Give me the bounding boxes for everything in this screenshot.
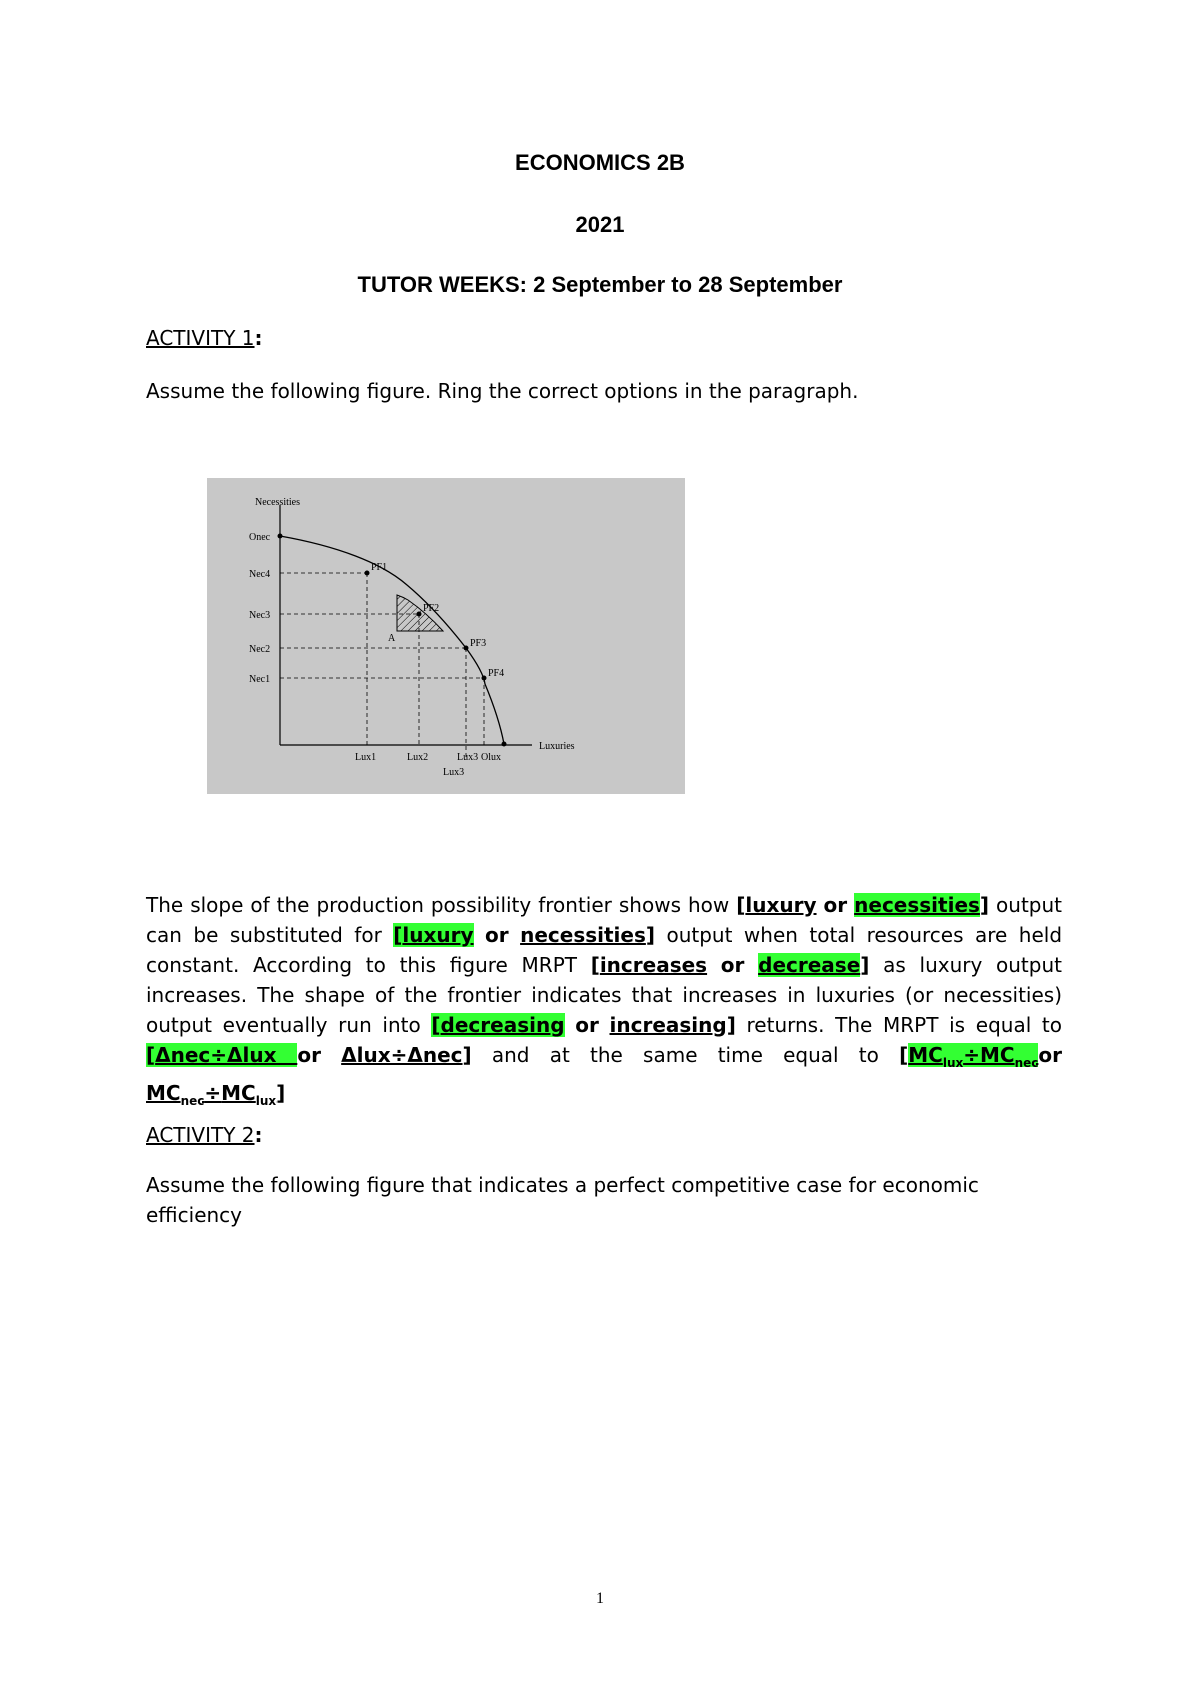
point-onec bbox=[278, 534, 283, 539]
bracket-open-5: [ bbox=[146, 1043, 156, 1067]
point-pf1 bbox=[365, 571, 370, 576]
or-2: or bbox=[485, 923, 509, 947]
or-1: or bbox=[823, 893, 848, 917]
point-pf4 bbox=[482, 676, 487, 681]
div-1: ÷ bbox=[963, 1043, 980, 1067]
activity1-heading bbox=[146, 326, 263, 350]
year-title: 2021 bbox=[575, 212, 625, 237]
div-2: ÷ bbox=[204, 1081, 222, 1105]
label-pf2: PF2 bbox=[423, 603, 440, 614]
sub-lux-1: lux bbox=[942, 1056, 964, 1070]
bracket-open-6: [ bbox=[899, 1043, 909, 1067]
bracket-close-1: ] bbox=[979, 893, 990, 917]
label-nec1: Nec1 bbox=[249, 674, 271, 685]
bracket-close-3: ] bbox=[860, 953, 870, 977]
para-text-4: as luxury output increases. The shape of the frontier indicates that increases in luxuries (or necessities) output eventually run into bbox=[146, 953, 1062, 1037]
ppf-figure bbox=[207, 478, 685, 794]
label-onec: Onec bbox=[249, 532, 271, 543]
activity1-instruction: Assume the following figure. Ring the correct options in the paragraph. bbox=[146, 379, 859, 403]
sub-lux-2: lux bbox=[255, 1094, 277, 1108]
tutor-weeks-title: TUTOR WEEKS: 2 September to 28 September bbox=[357, 272, 843, 297]
option-increases[interactable]: increases bbox=[599, 953, 708, 977]
activity2-heading bbox=[146, 1123, 263, 1147]
or-6: or bbox=[1038, 1043, 1062, 1067]
course-title: ECONOMICS 2B bbox=[515, 150, 685, 175]
label-olux: Olux bbox=[481, 752, 501, 763]
activity2-colon: : bbox=[254, 1123, 263, 1147]
bracket-open-1: [ bbox=[736, 893, 746, 917]
option-necessities-2[interactable]: necessities bbox=[520, 923, 646, 947]
option-increasing[interactable]: increasing bbox=[609, 1013, 727, 1037]
activity1-heading-text: ACTIVITY 1 bbox=[146, 326, 255, 350]
or-4: or bbox=[575, 1013, 599, 1037]
option-necessities-1[interactable]: necessities bbox=[854, 893, 980, 917]
label-a: A bbox=[388, 633, 396, 644]
option-luxury-1[interactable]: luxury bbox=[745, 893, 817, 917]
ppf-chart bbox=[207, 478, 685, 794]
label-nec3: Nec3 bbox=[249, 610, 271, 621]
para-text-6: and at the same time equal to bbox=[471, 1043, 900, 1067]
bracket-close-6: ] bbox=[276, 1081, 286, 1105]
or-3: or bbox=[720, 953, 745, 977]
mc-3: MC bbox=[146, 1081, 181, 1105]
label-pf1: PF1 bbox=[371, 562, 388, 573]
point-pf3 bbox=[464, 646, 469, 651]
bracket-open-4: [ bbox=[431, 1013, 441, 1037]
label-lux3-below: Lux3 bbox=[443, 767, 465, 778]
mc-1: MC bbox=[908, 1043, 943, 1067]
x-axis-label: Luxuries bbox=[539, 741, 575, 752]
label-lux1: Lux1 bbox=[355, 752, 377, 763]
para-text-2: output can be substituted for bbox=[146, 893, 1063, 947]
activity2-instruction: Assume the following figure that indicates a perfect competitive case for economic efficiency bbox=[146, 1173, 979, 1227]
page-number: 1 bbox=[596, 1590, 604, 1607]
point-pf2 bbox=[417, 612, 422, 617]
activity1-colon: : bbox=[254, 326, 263, 350]
point-olux bbox=[502, 742, 507, 747]
bracket-open-2: [ bbox=[393, 923, 403, 947]
activity2-heading-text: ACTIVITY 2 bbox=[146, 1123, 255, 1147]
label-nec4: Nec4 bbox=[249, 569, 271, 580]
option-luxury-2[interactable]: luxury bbox=[402, 923, 474, 947]
y-axis-label: Necessities bbox=[255, 497, 300, 508]
label-lux3: Lux3 bbox=[457, 752, 479, 763]
sub-nec-1: nec bbox=[1014, 1056, 1039, 1070]
option-mclux-mcnec[interactable] bbox=[908, 1043, 1039, 1070]
option-dnec-dlux[interactable]: Δnec÷Δlux bbox=[155, 1043, 298, 1067]
mc-4: MC bbox=[221, 1081, 256, 1105]
option-decrease[interactable]: decrease bbox=[758, 953, 861, 977]
or-5: or bbox=[297, 1043, 321, 1067]
label-pf3: PF3 bbox=[470, 638, 487, 649]
label-nec2: Nec2 bbox=[249, 644, 271, 655]
bracket-open-3: [ bbox=[590, 953, 600, 977]
sub-nec-2: nec bbox=[180, 1094, 205, 1108]
option-decreasing[interactable]: decreasing bbox=[440, 1013, 565, 1037]
bracket-close-5: ] bbox=[462, 1043, 472, 1067]
label-pf4: PF4 bbox=[488, 668, 505, 679]
label-lux2: Lux2 bbox=[407, 752, 429, 763]
activity1-paragraph bbox=[146, 890, 1062, 1116]
bracket-close-4: ] bbox=[726, 1013, 736, 1037]
option-mcnec-mclux[interactable] bbox=[146, 1081, 277, 1108]
bracket-close-2: ] bbox=[645, 923, 656, 947]
option-dlux-dnec[interactable]: Δlux÷Δnec bbox=[341, 1043, 463, 1067]
para-text-3: output when total resources are held constant. According to this figure MRPT bbox=[146, 923, 1063, 977]
mc-2: MC bbox=[980, 1043, 1015, 1067]
para-text-1: The slope of the production possibility frontier shows how bbox=[146, 893, 737, 917]
para-text-5: returns. The MRPT is equal to bbox=[735, 1013, 1063, 1037]
